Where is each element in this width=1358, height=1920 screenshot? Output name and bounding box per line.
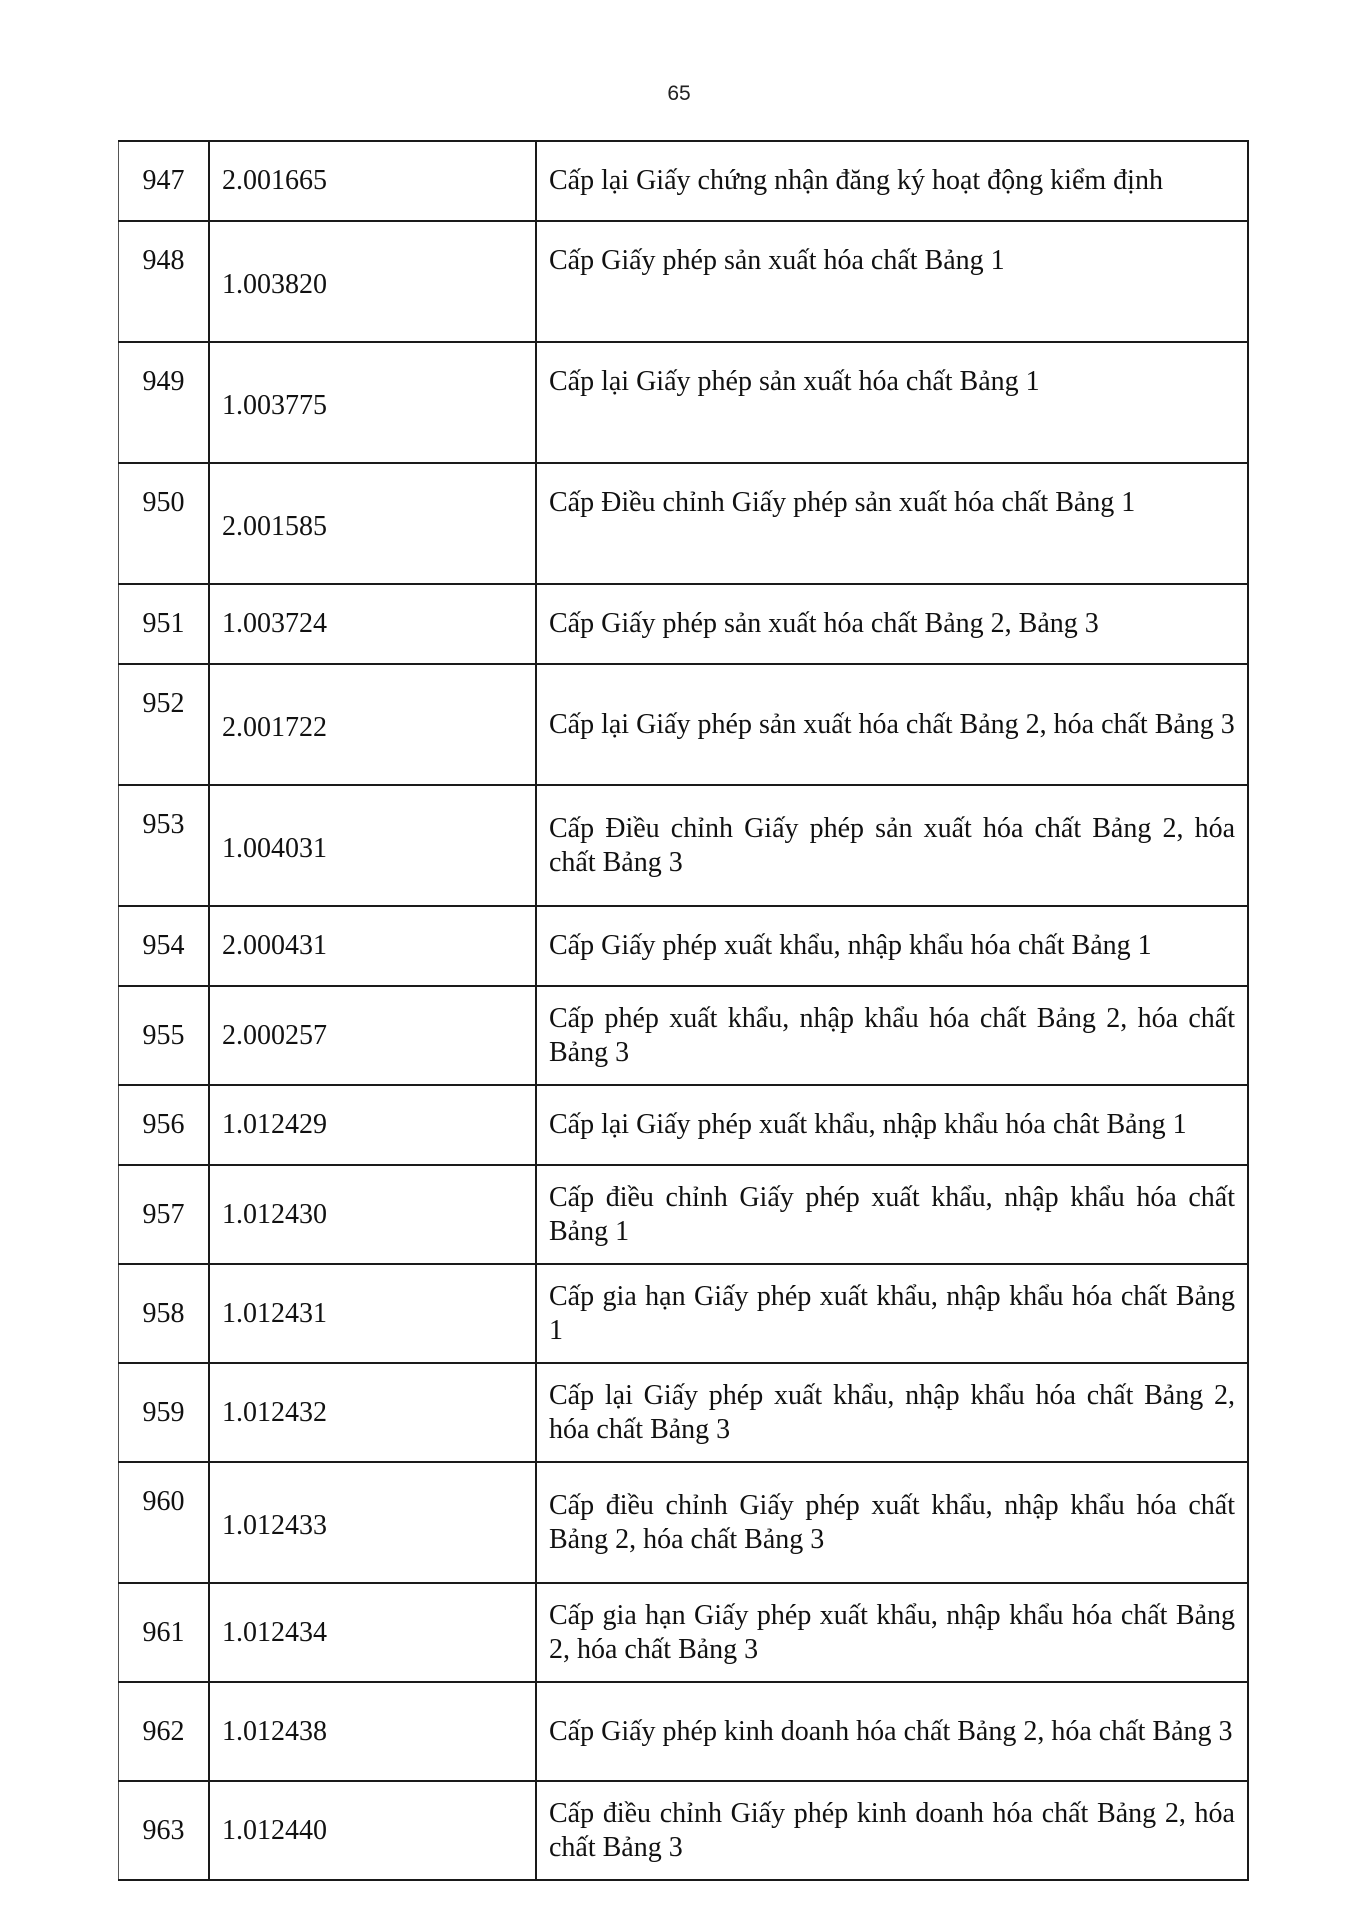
procedure-code: 1.004031 bbox=[209, 785, 536, 906]
table-row bbox=[119, 1264, 1249, 1363]
procedure-name: Cấp lại Giấy phép sản xuất hóa chất Bảng 2, hóa chất Bảng 3 bbox=[536, 664, 1248, 785]
procedure-name: Cấp gia hạn Giấy phép xuất khẩu, nhập khẩu hóa chất Bảng 2, hóa chất Bảng 3 bbox=[536, 1583, 1248, 1682]
row-number: 948 bbox=[119, 221, 210, 342]
procedure-name: Cấp Giấy phép sản xuất hóa chất Bảng 1 bbox=[536, 221, 1248, 342]
procedure-code: 1.012440 bbox=[209, 1781, 536, 1880]
procedure-code: 1.012438 bbox=[209, 1682, 536, 1781]
table-row bbox=[119, 906, 1249, 986]
table-row bbox=[119, 342, 1249, 463]
table-row bbox=[119, 1462, 1249, 1583]
table-row bbox=[119, 1363, 1249, 1462]
row-number: 956 bbox=[119, 1085, 210, 1165]
row-number: 958 bbox=[119, 1264, 210, 1363]
procedure-name: Cấp Giấy phép kinh doanh hóa chất Bảng 2, hóa chất Bảng 3 bbox=[536, 1682, 1248, 1781]
procedure-code: 1.012431 bbox=[209, 1264, 536, 1363]
procedure-code: 1.012430 bbox=[209, 1165, 536, 1264]
procedure-code: 2.001585 bbox=[209, 463, 536, 584]
row-number: 961 bbox=[119, 1583, 210, 1682]
procedure-name: Cấp điều chỉnh Giấy phép kinh doanh hóa chất Bảng 2, hóa chất Bảng 3 bbox=[536, 1781, 1248, 1880]
procedure-name: Cấp Giấy phép xuất khẩu, nhập khẩu hóa chất Bảng 1 bbox=[536, 906, 1248, 986]
row-number: 955 bbox=[119, 986, 210, 1085]
row-number: 951 bbox=[119, 584, 210, 664]
procedure-code: 1.003724 bbox=[209, 584, 536, 664]
table-row bbox=[119, 1682, 1249, 1781]
procedure-code: 1.003775 bbox=[209, 342, 536, 463]
procedure-code: 1.012429 bbox=[209, 1085, 536, 1165]
row-number: 947 bbox=[119, 141, 210, 221]
row-number: 962 bbox=[119, 1682, 210, 1781]
procedure-name: Cấp lại Giấy chứng nhận đăng ký hoạt động kiểm định bbox=[536, 141, 1248, 221]
table-row bbox=[119, 1165, 1249, 1264]
procedure-code: 1.012434 bbox=[209, 1583, 536, 1682]
table-row bbox=[119, 584, 1249, 664]
row-number: 952 bbox=[119, 664, 210, 785]
table-row bbox=[119, 664, 1249, 785]
row-number: 954 bbox=[119, 906, 210, 986]
row-number: 950 bbox=[119, 463, 210, 584]
row-number: 953 bbox=[119, 785, 210, 906]
row-number: 960 bbox=[119, 1462, 210, 1583]
row-number: 949 bbox=[119, 342, 210, 463]
row-number: 963 bbox=[119, 1781, 210, 1880]
procedure-code: 2.000257 bbox=[209, 986, 536, 1085]
table-row bbox=[119, 141, 1249, 221]
row-number: 959 bbox=[119, 1363, 210, 1462]
procedure-code: 2.001722 bbox=[209, 664, 536, 785]
procedure-name: Cấp phép xuất khẩu, nhập khẩu hóa chất Bảng 2, hóa chất Bảng 3 bbox=[536, 986, 1248, 1085]
procedure-name: Cấp Điều chỉnh Giấy phép sản xuất hóa chất Bảng 1 bbox=[536, 463, 1248, 584]
procedure-code: 2.000431 bbox=[209, 906, 536, 986]
procedure-name: Cấp lại Giấy phép sản xuất hóa chất Bảng 1 bbox=[536, 342, 1248, 463]
procedure-name: Cấp điều chỉnh Giấy phép xuất khẩu, nhập khẩu hóa chất Bảng 2, hóa chất Bảng 3 bbox=[536, 1462, 1248, 1583]
table-row bbox=[119, 1085, 1249, 1165]
table-row bbox=[119, 785, 1249, 906]
procedure-name: Cấp lại Giấy phép xuất khẩu, nhập khẩu hóa chât Bảng 1 bbox=[536, 1085, 1248, 1165]
procedure-name: Cấp gia hạn Giấy phép xuất khẩu, nhập khẩu hóa chất Bảng 1 bbox=[536, 1264, 1248, 1363]
procedure-name: Cấp Điều chỉnh Giấy phép sản xuất hóa chất Bảng 2, hóa chất Bảng 3 bbox=[536, 785, 1248, 906]
page-number: 65 bbox=[667, 82, 691, 105]
procedure-name: Cấp Giấy phép sản xuất hóa chất Bảng 2, Bảng 3 bbox=[536, 584, 1248, 664]
procedure-code: 2.001665 bbox=[209, 141, 536, 221]
procedure-name: Cấp lại Giấy phép xuất khẩu, nhập khẩu hóa chất Bảng 2, hóa chất Bảng 3 bbox=[536, 1363, 1248, 1462]
procedures-table bbox=[118, 140, 1249, 1881]
procedure-code: 1.012432 bbox=[209, 1363, 536, 1462]
procedure-code: 1.003820 bbox=[209, 221, 536, 342]
table-row bbox=[119, 1781, 1249, 1880]
table-row bbox=[119, 986, 1249, 1085]
row-number: 957 bbox=[119, 1165, 210, 1264]
procedure-name: Cấp điều chỉnh Giấy phép xuất khẩu, nhập khẩu hóa chất Bảng 1 bbox=[536, 1165, 1248, 1264]
table-row bbox=[119, 1583, 1249, 1682]
procedure-code: 1.012433 bbox=[209, 1462, 536, 1583]
table-row bbox=[119, 463, 1249, 584]
table-row bbox=[119, 221, 1249, 342]
